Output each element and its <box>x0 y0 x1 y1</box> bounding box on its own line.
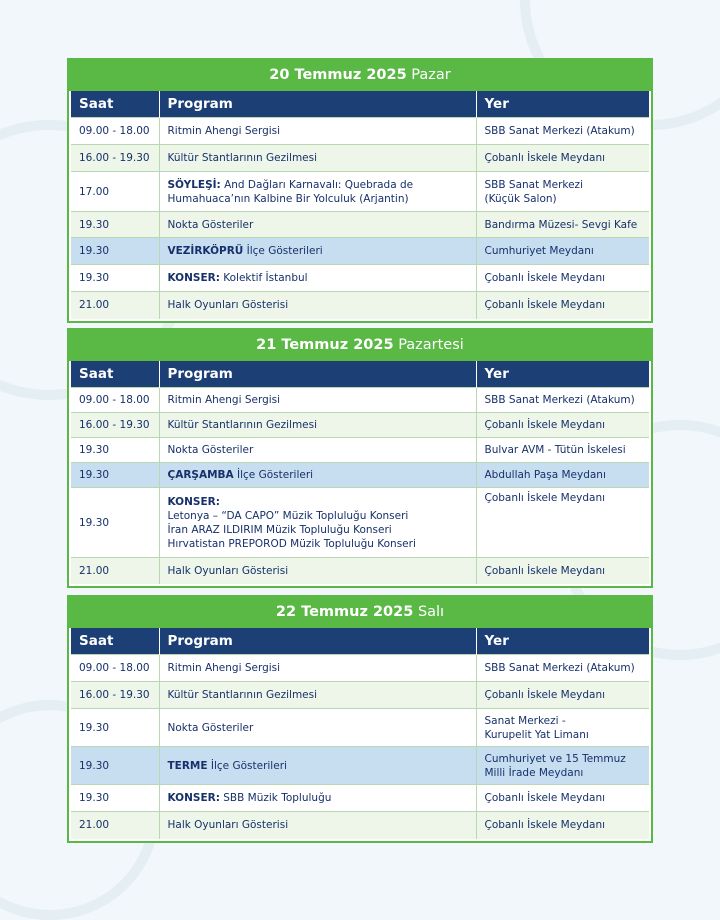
table-row <box>71 118 649 145</box>
day-weekday: Pazartesi <box>398 337 464 353</box>
cell-time: 19.30 <box>71 238 159 265</box>
cell-place: SBB Sanat Merkezi (Küçük Salon) <box>476 172 649 212</box>
day-date: 22 Temmuz 2025 <box>275 604 414 620</box>
cell-time: 19.30 <box>71 265 159 292</box>
table-row <box>71 812 649 839</box>
cell-program <box>159 292 476 319</box>
day-date: 20 Temmuz 2025 <box>269 67 407 83</box>
header-program: Program <box>159 628 476 655</box>
cell-place: Çobanlı İskele Meydanı <box>476 265 649 292</box>
program-highlight: SÖYLEŞİ: <box>167 178 221 191</box>
cell-program <box>159 212 476 238</box>
day-title <box>69 60 651 91</box>
program-text: İlçe Gösterileri <box>233 469 314 481</box>
header-place: Yer <box>476 361 649 388</box>
cell-time: 17.00 <box>71 172 159 212</box>
table-row <box>71 413 649 438</box>
cell-program <box>159 785 476 812</box>
cell-time: 19.30 <box>71 438 159 463</box>
cell-place: Abdullah Paşa Meydanı <box>476 463 649 488</box>
cell-place: Çobanlı İskele Meydanı <box>476 682 649 709</box>
day-date: 21 Temmuz 2025 <box>256 337 394 353</box>
cell-program <box>159 558 476 584</box>
day-weekday: Pazar <box>411 67 451 83</box>
cell-time: 16.00 - 19.30 <box>71 413 159 438</box>
table-row <box>71 172 649 212</box>
program-text: Ritmin Ahengi Sergisi <box>167 125 281 137</box>
cell-place: Çobanlı İskele Meydanı <box>476 558 649 584</box>
cell-time: 19.30 <box>71 212 159 238</box>
table-row <box>71 785 649 812</box>
header-program: Program <box>159 361 476 388</box>
table-row <box>71 265 649 292</box>
cell-place: Çobanlı İskele Meydanı <box>476 413 649 438</box>
cell-time: 21.00 <box>71 292 159 319</box>
cell-place: Çobanlı İskele Meydanı <box>476 145 649 172</box>
program-highlight: TERME <box>167 759 208 772</box>
cell-time: 19.30 <box>71 747 159 785</box>
cell-program <box>159 747 476 785</box>
program-text: Halk Oyunları Gösterisi <box>167 819 289 832</box>
cell-program <box>159 238 476 265</box>
cell-place: Bandırma Müzesi- Sevgi Kafe <box>476 212 649 238</box>
program-text: Kültür Stantlarının Gezilmesi <box>167 419 318 431</box>
cell-time: 09.00 - 18.00 <box>71 118 159 145</box>
program-highlight: VEZİRKÖPRÜ <box>167 245 244 257</box>
cell-program <box>159 145 476 172</box>
program-highlight: KONSER: <box>167 792 220 804</box>
table-row <box>71 655 649 682</box>
table-row <box>71 212 649 238</box>
cell-program <box>159 265 476 292</box>
program-highlight: ÇARŞAMBA <box>167 469 234 481</box>
cell-program <box>159 172 476 212</box>
cell-place: Çobanlı İskele Meydanı <box>476 812 649 839</box>
table-header-row <box>71 628 649 655</box>
table-header-row <box>71 91 649 118</box>
table-row <box>71 292 649 319</box>
table-row <box>71 488 649 558</box>
table-row <box>71 558 649 584</box>
program-text: Halk Oyunları Gösterisi <box>167 299 289 312</box>
cell-program <box>159 488 476 558</box>
header-program: Program <box>159 91 476 118</box>
cell-time: 21.00 <box>71 812 159 839</box>
program-text: Letonya – “DA CAPO” Müzik Topluluğu Konseri İran ARAZ ILDIRIM Müzik Topluluğu Konseri Hırvatistan PREPOROD Müzik Topluluğu Konseri <box>167 509 416 550</box>
header-time: Saat <box>71 361 159 388</box>
header-place: Yer <box>476 628 649 655</box>
cell-place: Çobanlı İskele Meydanı <box>476 785 649 812</box>
program-text: Halk Oyunları Gösterisi <box>167 564 289 577</box>
program-text: Nokta Gösteriler <box>167 218 254 231</box>
cell-place: Bulvar AVM - Tütün İskelesi <box>476 438 649 463</box>
program-text: Kolektif İstanbul <box>219 272 308 284</box>
cell-time: 16.00 - 19.30 <box>71 682 159 709</box>
cell-program <box>159 118 476 145</box>
cell-place: SBB Sanat Merkezi (Atakum) <box>476 655 649 682</box>
cell-place: Çobanlı İskele Meydanı <box>476 488 649 558</box>
program-text: Ritmin Ahengi Sergisi <box>167 662 281 674</box>
day-schedule-21-temmuz <box>67 328 653 588</box>
program-text: SBB Müzik Topluluğu <box>219 792 332 804</box>
table-header-row <box>71 361 649 388</box>
day-weekday: Salı <box>417 604 445 620</box>
header-place: Yer <box>476 91 649 118</box>
day-title <box>69 597 651 628</box>
schedule-table <box>71 628 649 839</box>
day-schedule-22-temmuz <box>67 595 653 843</box>
program-text: Nokta Gösteriler <box>167 721 254 734</box>
day-schedule-20-temmuz <box>67 58 653 323</box>
cell-time: 16.00 - 19.30 <box>71 145 159 172</box>
program-text: Nokta Gösteriler <box>167 444 254 456</box>
cell-program <box>159 388 476 413</box>
table-row <box>71 682 649 709</box>
cell-place: SBB Sanat Merkezi (Atakum) <box>476 388 649 413</box>
table-row <box>71 438 649 463</box>
table-row <box>71 145 649 172</box>
table-row <box>71 463 649 488</box>
header-time: Saat <box>71 91 159 118</box>
program-highlight: KONSER: <box>167 495 220 508</box>
schedule-table <box>71 91 649 319</box>
cell-time: 19.30 <box>71 463 159 488</box>
program-text: Kültür Stantlarının Gezilmesi <box>167 152 318 164</box>
day-title <box>69 330 651 361</box>
header-time: Saat <box>71 628 159 655</box>
cell-place: Çobanlı İskele Meydanı <box>476 292 649 319</box>
table-row <box>71 709 649 747</box>
program-text: And Dağları Karnavalı: Quebrada de Humahuaca’nın Kalbine Bir Yolculuk (Arjantin) <box>167 178 414 205</box>
cell-place: Sanat Merkezi - Kurupelit Yat Limanı <box>476 709 649 747</box>
cell-program <box>159 709 476 747</box>
cell-time: 19.30 <box>71 709 159 747</box>
cell-program <box>159 812 476 839</box>
cell-time: 19.30 <box>71 785 159 812</box>
program-text: Ritmin Ahengi Sergisi <box>167 394 281 406</box>
cell-place: Cumhuriyet ve 15 Temmuz Milli İrade Meydanı <box>476 747 649 785</box>
table-row <box>71 747 649 785</box>
cell-place: SBB Sanat Merkezi (Atakum) <box>476 118 649 145</box>
cell-program <box>159 682 476 709</box>
table-row <box>71 238 649 265</box>
program-text: Kültür Stantlarının Gezilmesi <box>167 689 318 701</box>
program-text: İlçe Gösterileri <box>207 759 287 772</box>
schedule-table <box>71 361 649 584</box>
table-row <box>71 388 649 413</box>
cell-time: 09.00 - 18.00 <box>71 388 159 413</box>
cell-program <box>159 438 476 463</box>
cell-time: 09.00 - 18.00 <box>71 655 159 682</box>
program-text: İlçe Gösterileri <box>243 245 323 257</box>
cell-time: 19.30 <box>71 488 159 558</box>
cell-program <box>159 413 476 438</box>
cell-time: 21.00 <box>71 558 159 584</box>
cell-program <box>159 463 476 488</box>
program-highlight: KONSER: <box>167 272 220 284</box>
cell-place: Cumhuriyet Meydanı <box>476 238 649 265</box>
cell-program <box>159 655 476 682</box>
